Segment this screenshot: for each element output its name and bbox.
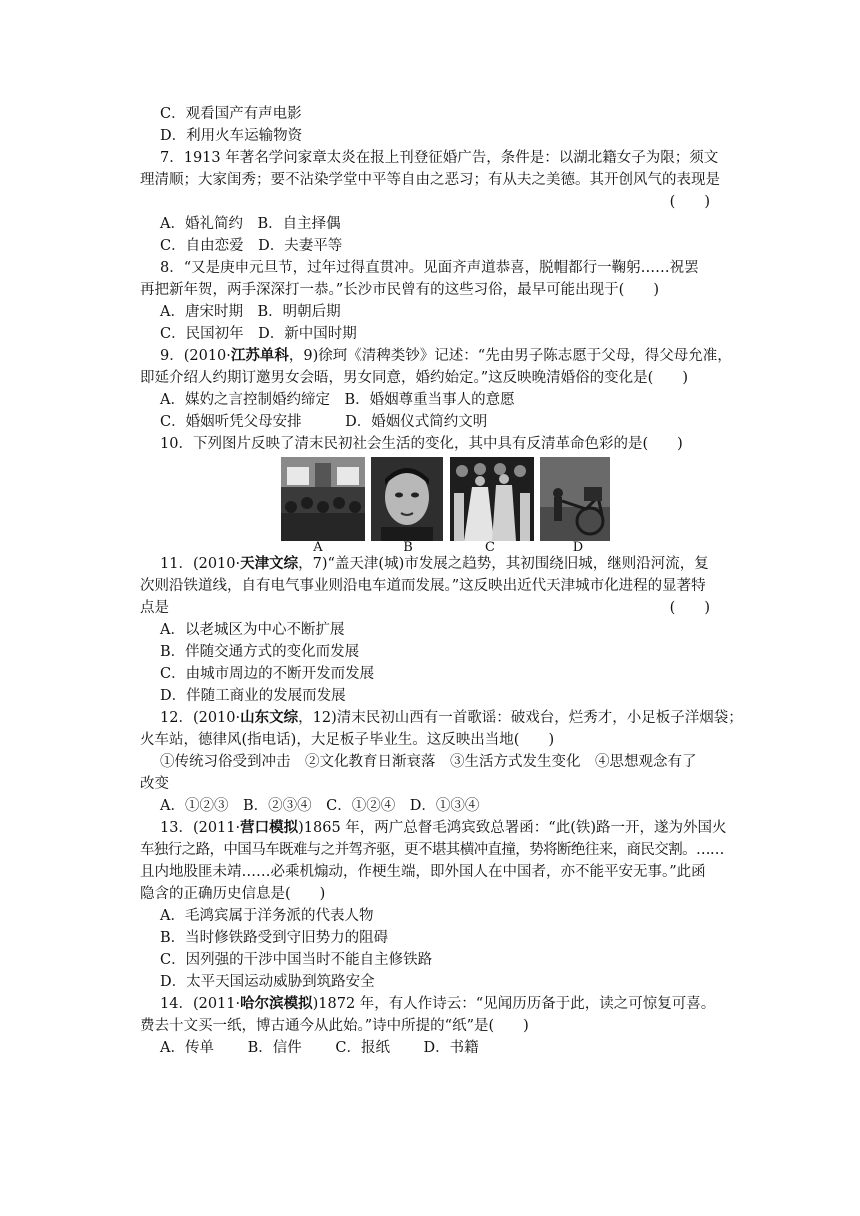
q8-stem-line2: 再把新年贺，两手深深打一恭。”长沙市民曾有的这些习俗，最早可能出现于( ) bbox=[140, 282, 659, 298]
q13-option-a: A．毛鸿宾属于洋务派的代表人物 bbox=[160, 908, 374, 924]
q13-option-d: D．太平天国运动威胁到筑路安全 bbox=[160, 974, 375, 990]
q9-stem-line2: 即延介绍人约期订邀男女会晤，男女同意，婚约始定。”这反映晚清婚俗的变化是( ) bbox=[140, 370, 688, 386]
q12-prefix: 12．(2010· bbox=[160, 710, 241, 726]
photo-d-label: D bbox=[572, 540, 584, 555]
photo-b-image bbox=[371, 457, 443, 541]
q11-stem-line3 bbox=[140, 597, 720, 619]
q7-options-ab: A．婚礼简约 B．自主择偶 bbox=[160, 216, 341, 232]
q14-stem-rest: )1872 年，有人作诗云：“见闻历历备于此，读之可惊复可喜。 bbox=[312, 996, 716, 1012]
q7-options-cd: C．自由恋爱 D．夫妻平等 bbox=[160, 238, 343, 254]
q13-prefix: 13．(2011· bbox=[160, 820, 241, 836]
q13-stem-line2: 车独行之路，中国马车既难与之并驾齐驱，更不堪其横冲直撞，势将断绝往来，商民交割。…… bbox=[140, 842, 724, 858]
q13-stem-line3: 且内地股匪未靖……必乘机煽动，作梗生端，即外国人在中国者，亦不能平安无事。”此函 bbox=[140, 864, 706, 880]
q12-statements-end: 改变 bbox=[140, 776, 169, 792]
q7-stem-line2: 理清顺；大家闺秀；要不沾染学堂中平等自由之恶习；有从夫之美德。其开创风气的表现是 bbox=[140, 172, 720, 188]
q12-options: A．①②③ B．②③④ C．①②④ D．①③④ bbox=[160, 798, 480, 814]
q11-option-b: B．伴随交通方式的变化而发展 bbox=[160, 644, 360, 660]
q10-photo-row bbox=[140, 457, 720, 553]
q8-options-ab: A．唐宋时期 B．明朝后期 bbox=[160, 304, 341, 320]
q6-option-d: D．利用火车运输物资 bbox=[160, 128, 303, 144]
q14-stem-line2: 费去十文买一纸，博古通今从此始。”诗中所提的“纸”是( ) bbox=[140, 1018, 529, 1034]
q14-stem-line1 bbox=[140, 993, 720, 1015]
q11-stem-line1 bbox=[140, 553, 720, 575]
q8-options-cd: C．民国初年 D．新中国时期 bbox=[160, 326, 357, 342]
photo-b-label: B bbox=[403, 540, 413, 555]
q11-stem-line2: 次则沿铁道线，自有电气事业则沿电车道而发展。”这反映出近代天津城市化进程的显著特 bbox=[140, 578, 706, 594]
q13-source: 营口模拟 bbox=[240, 819, 299, 836]
q9-options-ab: A．媒妁之言控制婚约缔定 B．婚姻尊重当事人的意愿 bbox=[160, 392, 515, 408]
q10-stem: 10．下列图片反映了清末民初社会生活的变化，其中具有反清革命色彩的是( ) bbox=[160, 436, 683, 452]
photo-a-image bbox=[281, 457, 365, 541]
q7-stem-line1: 7．1913 年著名学问家章太炎在报上刊登征婚广告，条件是：以湖北籍女子为限；须文 bbox=[160, 150, 719, 166]
q14-options: A．传单 B．信件 C．报纸 D．书籍 bbox=[160, 1040, 479, 1056]
q13-stem-line1 bbox=[140, 817, 727, 839]
photo-a-label: A bbox=[313, 540, 323, 555]
q11-prefix: 11．(2010· bbox=[160, 556, 241, 572]
q14-prefix: 14．(2011· bbox=[160, 996, 241, 1012]
q11-option-c: C．由城市周边的不断开发而发展 bbox=[160, 666, 375, 682]
q13-option-c: C．因列强的干涉中国当时不能自主修铁路 bbox=[160, 952, 433, 968]
q9-stem-rest: ，9)徐珂《清稗类钞》记述：“先由男子陈志愿于父母，得父母允准， bbox=[288, 348, 732, 364]
q14-source: 哈尔滨模拟 bbox=[240, 995, 313, 1012]
exam-page bbox=[140, 103, 743, 1059]
q12-source: 山东文综 bbox=[240, 709, 299, 726]
q13-stem-line4: 隐含的正确历史信息是( ) bbox=[140, 886, 326, 902]
q11-source: 天津文综 bbox=[240, 555, 299, 572]
q12-stem-rest: ，12)清末民初山西有一首歌谣：破戏台，烂秀才，小足板子洋烟袋； bbox=[298, 710, 743, 726]
q13-option-b: B．当时修铁路受到守旧势力的阻碍 bbox=[160, 930, 389, 946]
q8-stem-line1: 8．“又是庚申元旦节，过年过得直贯冲。见面齐声道恭喜，脱帽都行一鞠躬……祝罢 bbox=[160, 260, 699, 276]
q11-answer-paren: ( ) bbox=[669, 600, 710, 616]
q11-stem-rest: ，7)“盖天津(城)市发展之趋势，其初围绕旧城，继则沿河流，复 bbox=[298, 556, 709, 572]
photo-d-image bbox=[540, 457, 610, 541]
q9-options-cd: C．婚姻听凭父母安排 D．婚姻仪式简约文明 bbox=[160, 414, 488, 430]
q12-stem-line1 bbox=[140, 707, 743, 729]
q13-stem-rest: )1865 年，两广总督毛鸿宾致总署函：“此(铁)路一开，遂为外国火 bbox=[298, 820, 727, 836]
q11-option-a: A．以老城区为中心不断扩展 bbox=[160, 622, 345, 638]
q6-option-c: C．观看国产有声电影 bbox=[160, 106, 302, 122]
q9-stem-line1 bbox=[140, 345, 732, 367]
photo-c-image bbox=[450, 457, 534, 541]
q9-prefix: 9．(2010· bbox=[160, 348, 231, 364]
q12-statements: ①传统习俗受到冲击 ②文化教育日渐衰落 ③生活方式发生变化 ④思想观念有了 bbox=[160, 754, 697, 770]
q12-stem-line2: 火车站，德律风(指电话)，大足板子毕业生。这反映出当地( ) bbox=[140, 732, 555, 748]
q9-source: 江苏单科 bbox=[230, 347, 289, 364]
q11-option-d: D．伴随工商业的发展而发展 bbox=[160, 688, 346, 704]
q7-answer-paren: ( ) bbox=[669, 194, 710, 210]
photo-c-label: C bbox=[485, 540, 495, 555]
q11-stem-end: 点是 bbox=[140, 600, 169, 616]
